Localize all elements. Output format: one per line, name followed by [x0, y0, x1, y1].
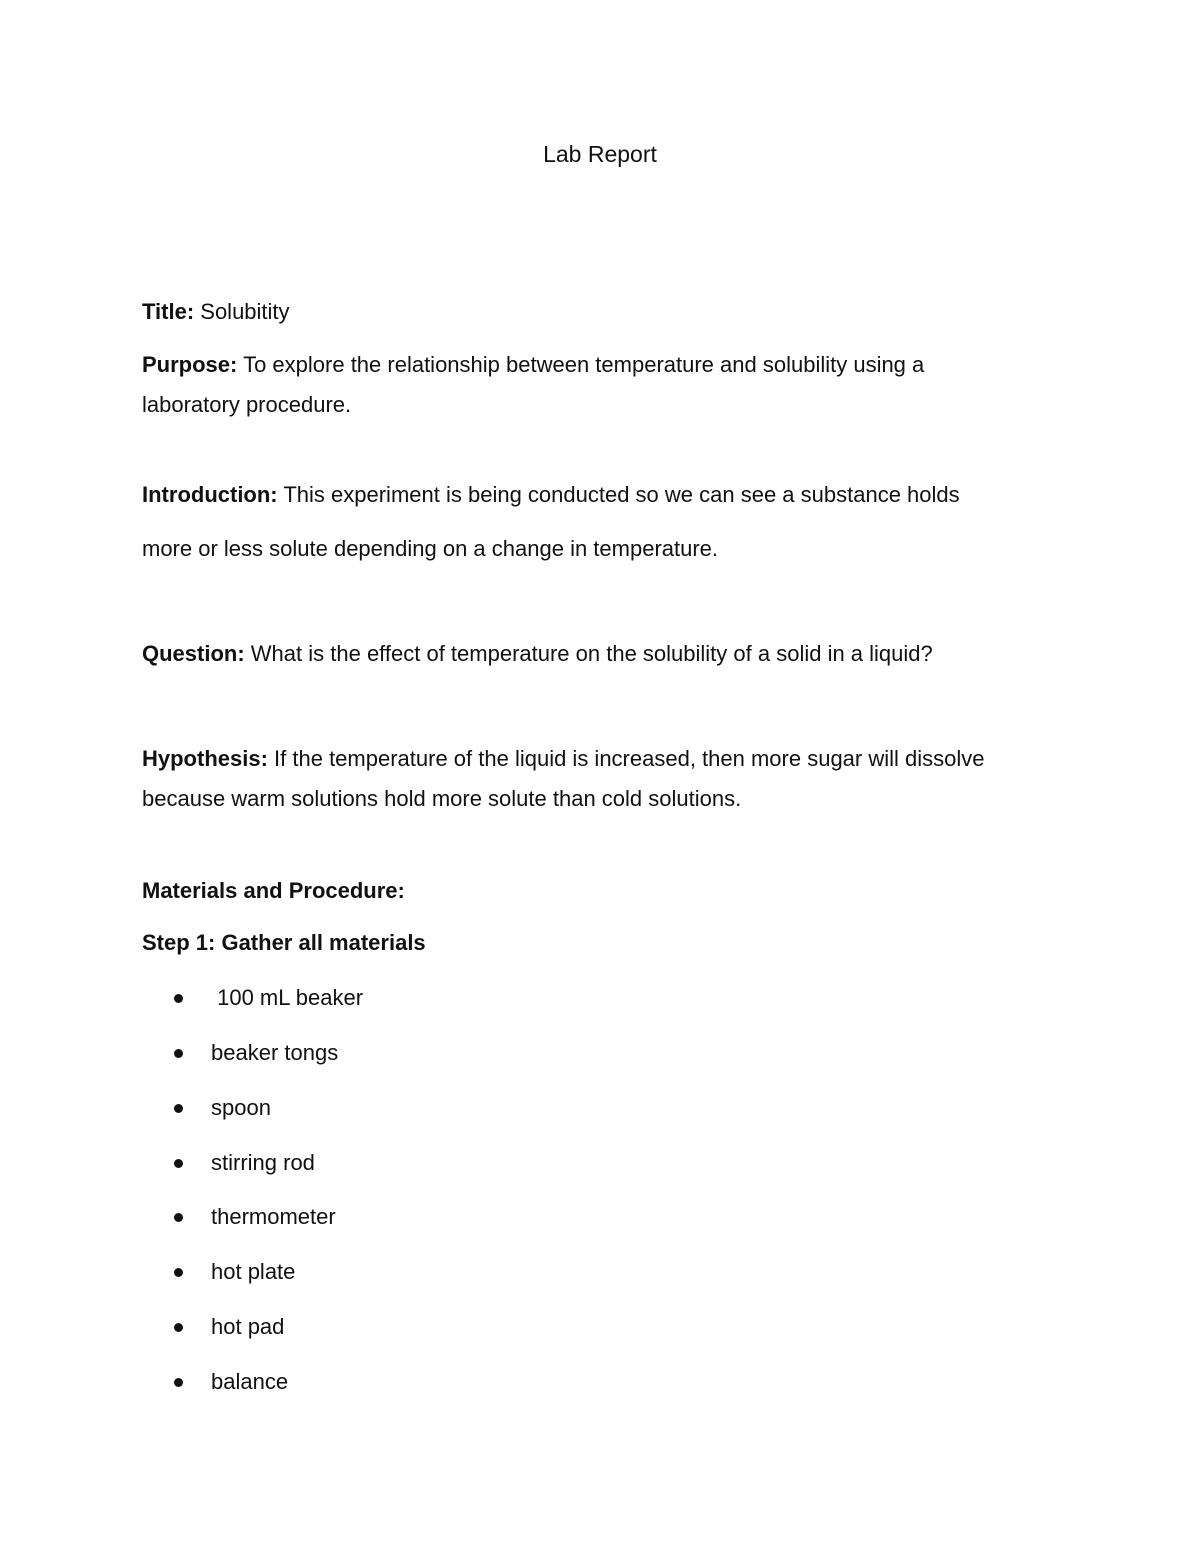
- list-item-text: hot plate: [211, 1259, 296, 1284]
- hypothesis-line-1: [142, 745, 985, 773]
- introduction-label: Introduction:: [142, 482, 278, 507]
- list-item-text: stirring rod: [211, 1150, 315, 1175]
- materials-heading: Materials and Procedure:: [142, 878, 405, 903]
- purpose-label: Purpose:: [142, 352, 238, 377]
- question-text: What is the effect of temperature on the solubility of a solid in a liquid?: [244, 641, 933, 666]
- question-label: Question:: [142, 641, 245, 666]
- purpose-text-2: laboratory procedure.: [142, 392, 352, 417]
- introduction-text-1: This experiment is being conducted so we can see a substance holds: [277, 482, 960, 507]
- list-item-text: thermometer: [211, 1204, 336, 1229]
- bullet-icon: [174, 1159, 183, 1168]
- title-field-label: Title:: [142, 299, 195, 324]
- bullet-icon: [174, 1213, 183, 1222]
- introduction-text-2: more or less solute depending on a change in temperature.: [142, 536, 719, 561]
- hypothesis-label: Hypothesis:: [142, 746, 268, 771]
- step1-heading: Step 1: Gather all materials: [142, 930, 426, 955]
- list-item-text: balance: [211, 1369, 289, 1394]
- bullet-icon: [174, 1378, 183, 1387]
- hypothesis-text-1: If the temperature of the liquid is increased, then more sugar will dissolve: [267, 746, 985, 771]
- bullet-icon: [174, 994, 183, 1003]
- hypothesis-text-2: because warm solutions hold more solute than cold solutions.: [142, 786, 742, 811]
- introduction-line-2: [142, 535, 718, 563]
- bullet-icon: [174, 1323, 183, 1332]
- bullet-icon: [174, 1104, 183, 1113]
- list-item-text: 100 mL beaker: [211, 985, 364, 1010]
- title-field-value: Solubitity: [194, 299, 290, 324]
- purpose-line-2: [142, 391, 351, 419]
- hypothesis-line-2: [142, 785, 741, 813]
- introduction-line-1: [142, 481, 960, 509]
- title-field: [142, 298, 290, 326]
- list-item-text: spoon: [211, 1095, 271, 1120]
- purpose-text-1: To explore the relationship between temperature and solubility using a: [237, 352, 925, 377]
- purpose-line-1: [142, 351, 924, 379]
- bullet-icon: [174, 1049, 183, 1058]
- question-line: [142, 640, 933, 668]
- bullet-icon: [174, 1268, 183, 1277]
- list-item-text: hot pad: [211, 1314, 285, 1339]
- list-item-text: beaker tongs: [211, 1040, 339, 1065]
- document-title: Lab Report: [543, 141, 657, 167]
